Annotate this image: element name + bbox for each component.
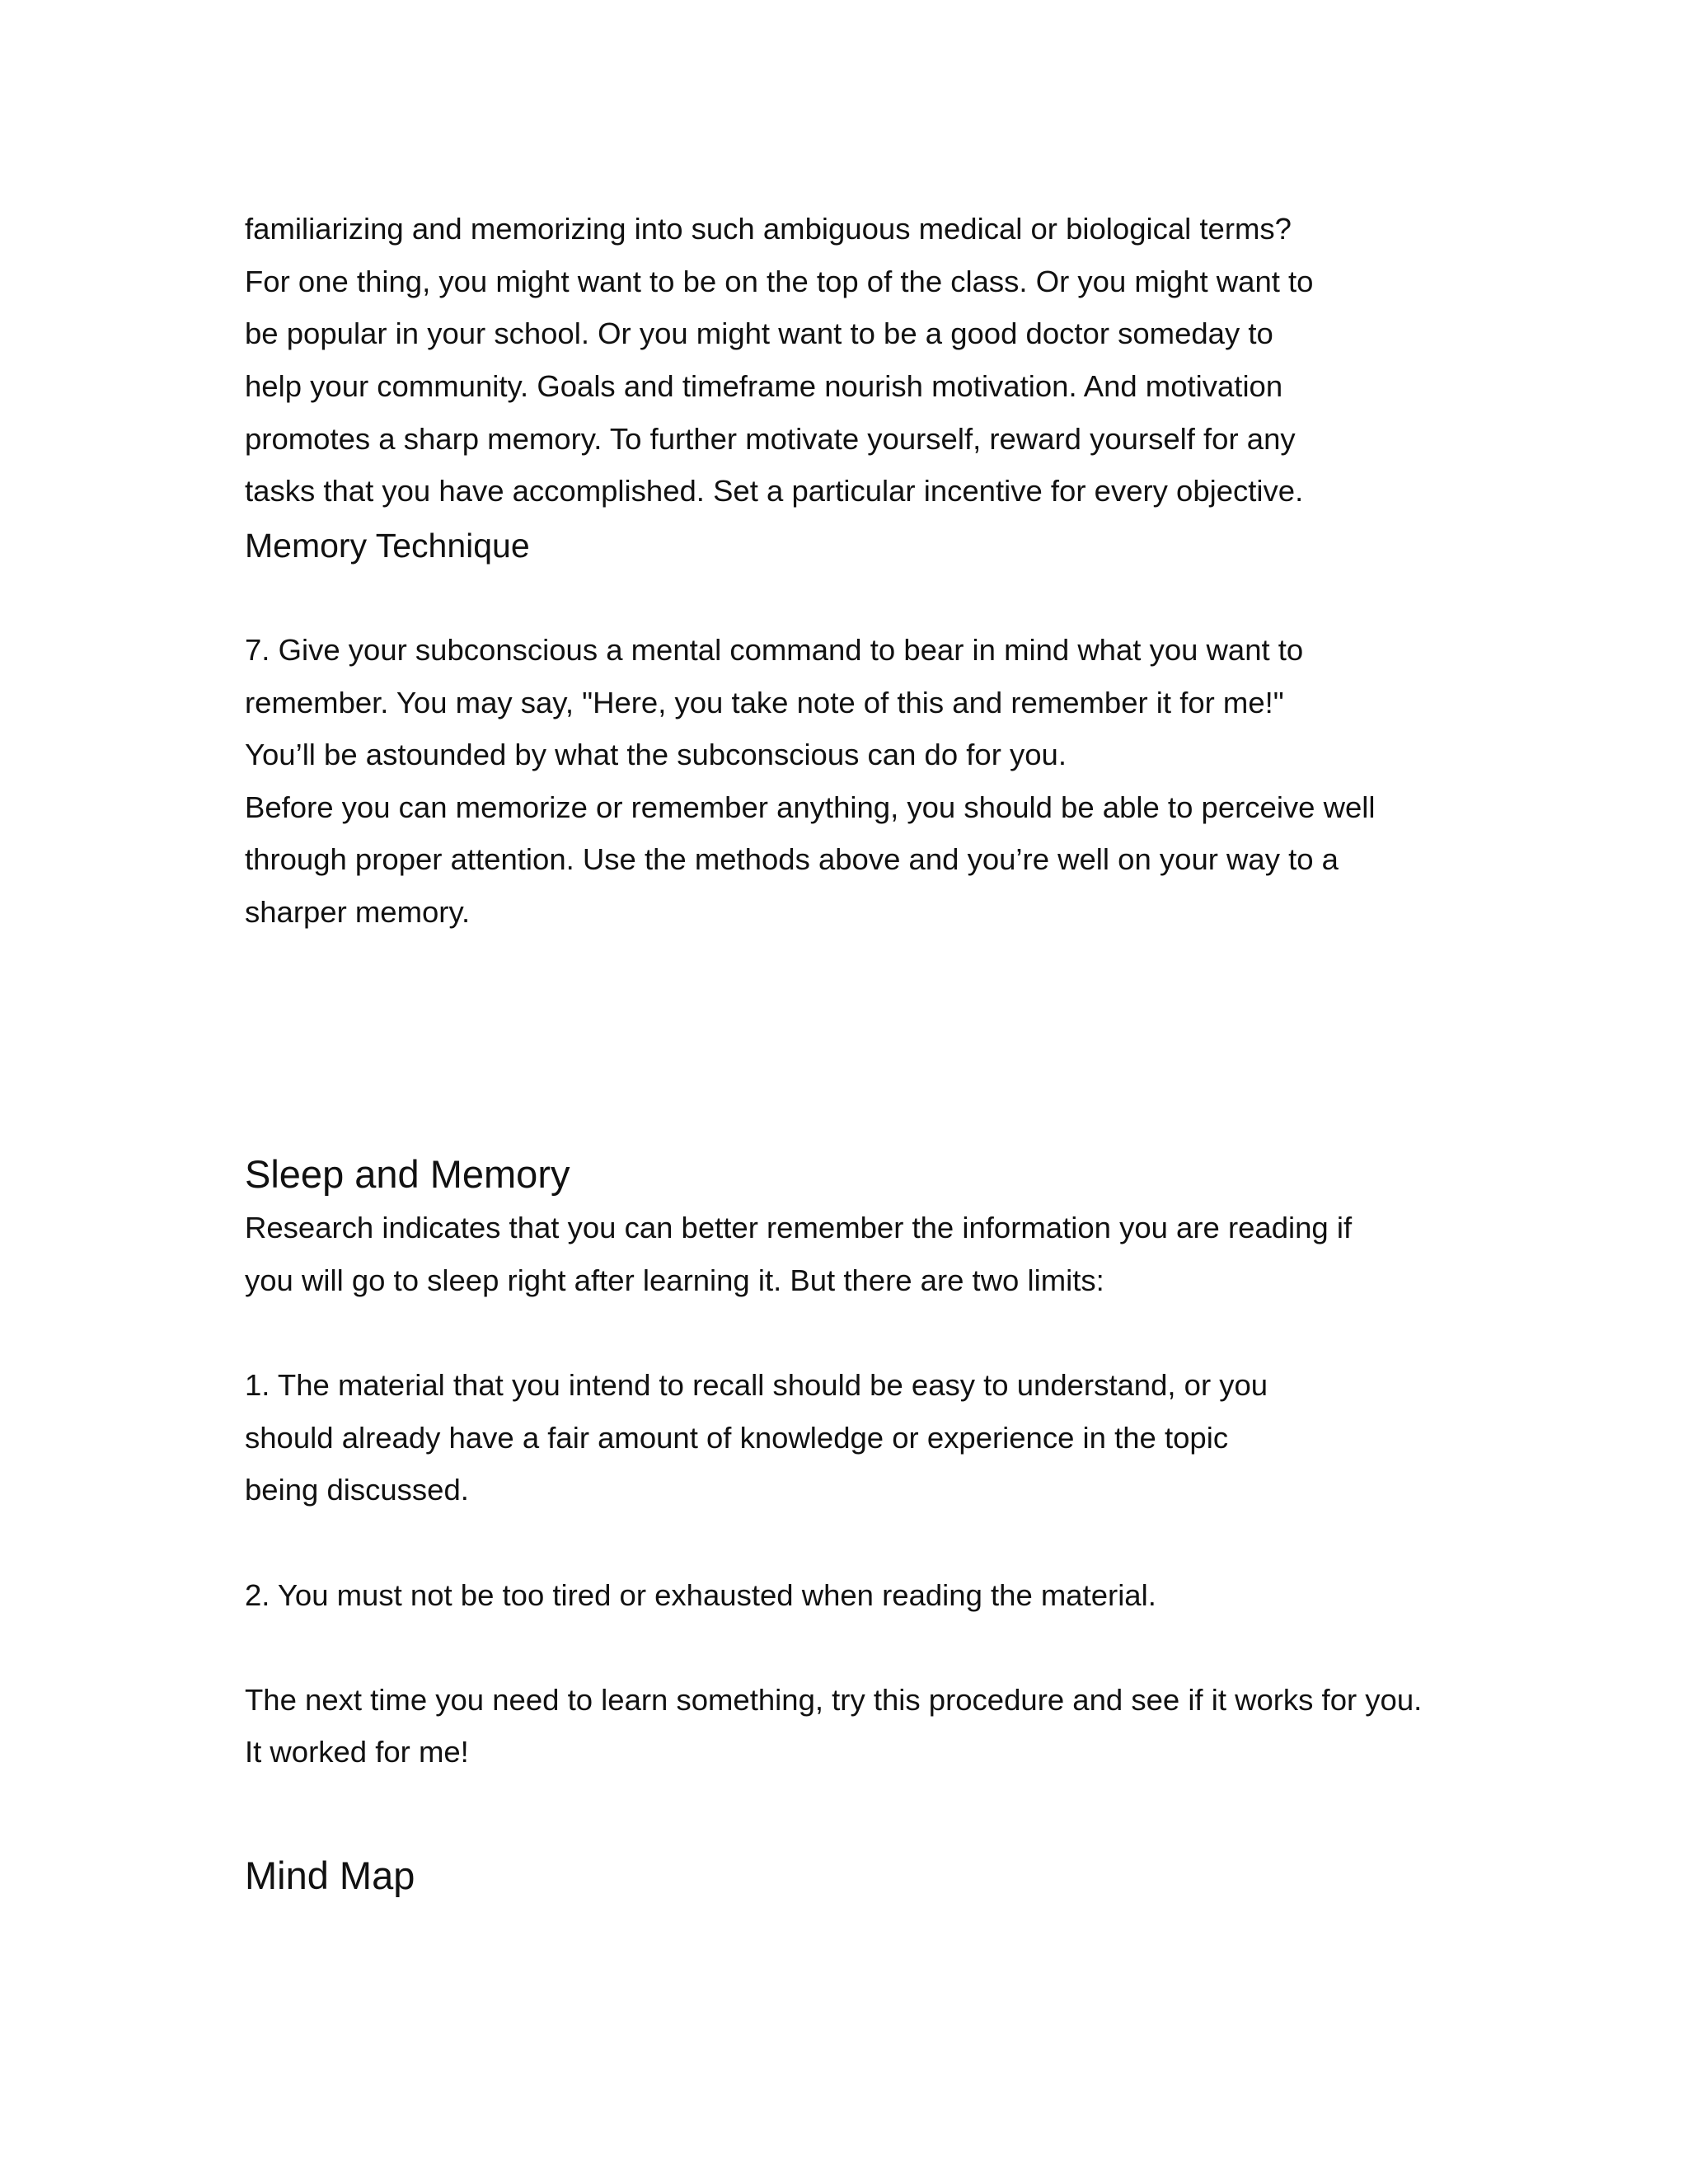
memory-technique-heading: Memory Technique	[245, 527, 530, 565]
intro-line-2: For one thing, you might want to be on the top of the class. Or you might want to	[245, 265, 1314, 298]
conclusion-line-1: Before you can memorize or remember anything, you should be able to perceive well	[245, 790, 1376, 824]
sleep-intro-line-1: Research indicates that you can better remember the information you are reading if	[245, 1211, 1353, 1244]
closing-line-1: The next time you need to learn something, try this procedure and see if it works for you.	[245, 1683, 1423, 1717]
intro-line-5: promotes a sharp memory. To further motivate yourself, reward yourself for any	[245, 422, 1296, 456]
closing-line-2: It worked for me!	[245, 1735, 469, 1769]
conclusion-line-2: through proper attention. Use the methods above and you’re well on your way to a	[245, 842, 1339, 876]
step7-line-3: You’ll be astounded by what the subconscious can do for you.	[245, 738, 1067, 771]
limit1-line-1: 1. The material that you intend to recall should be easy to understand, or you	[245, 1368, 1268, 1402]
limit1-line-2: should already have a fair amount of knowledge or experience in the topic	[245, 1421, 1229, 1455]
intro-line-1: familiarizing and memorizing into such ambiguous medical or biological terms?	[245, 212, 1292, 246]
sleep-intro-line-2: you will go to sleep right after learning it. But there are two limits:	[245, 1263, 1104, 1297]
step7-line-1: 7. Give your subconscious a mental command to bear in mind what you want to	[245, 633, 1304, 667]
limit2-line: 2. You must not be too tired or exhausted when reading the material.	[245, 1578, 1156, 1612]
step7-line-2: remember. You may say, "Here, you take note of this and remember it for me!"	[245, 686, 1284, 719]
mind-map-heading: Mind Map	[245, 1854, 415, 1897]
limit1-line-3: being discussed.	[245, 1473, 469, 1507]
intro-line-3: be popular in your school. Or you might want to be a good doctor someday to	[245, 316, 1273, 350]
intro-line-4: help your community. Goals and timeframe nourish motivation. And motivation	[245, 369, 1283, 403]
intro-line-6: tasks that you have accomplished. Set a particular incentive for every objective.	[245, 474, 1304, 508]
conclusion-line-3: sharper memory.	[245, 895, 471, 929]
sleep-memory-heading: Sleep and Memory	[245, 1152, 570, 1196]
